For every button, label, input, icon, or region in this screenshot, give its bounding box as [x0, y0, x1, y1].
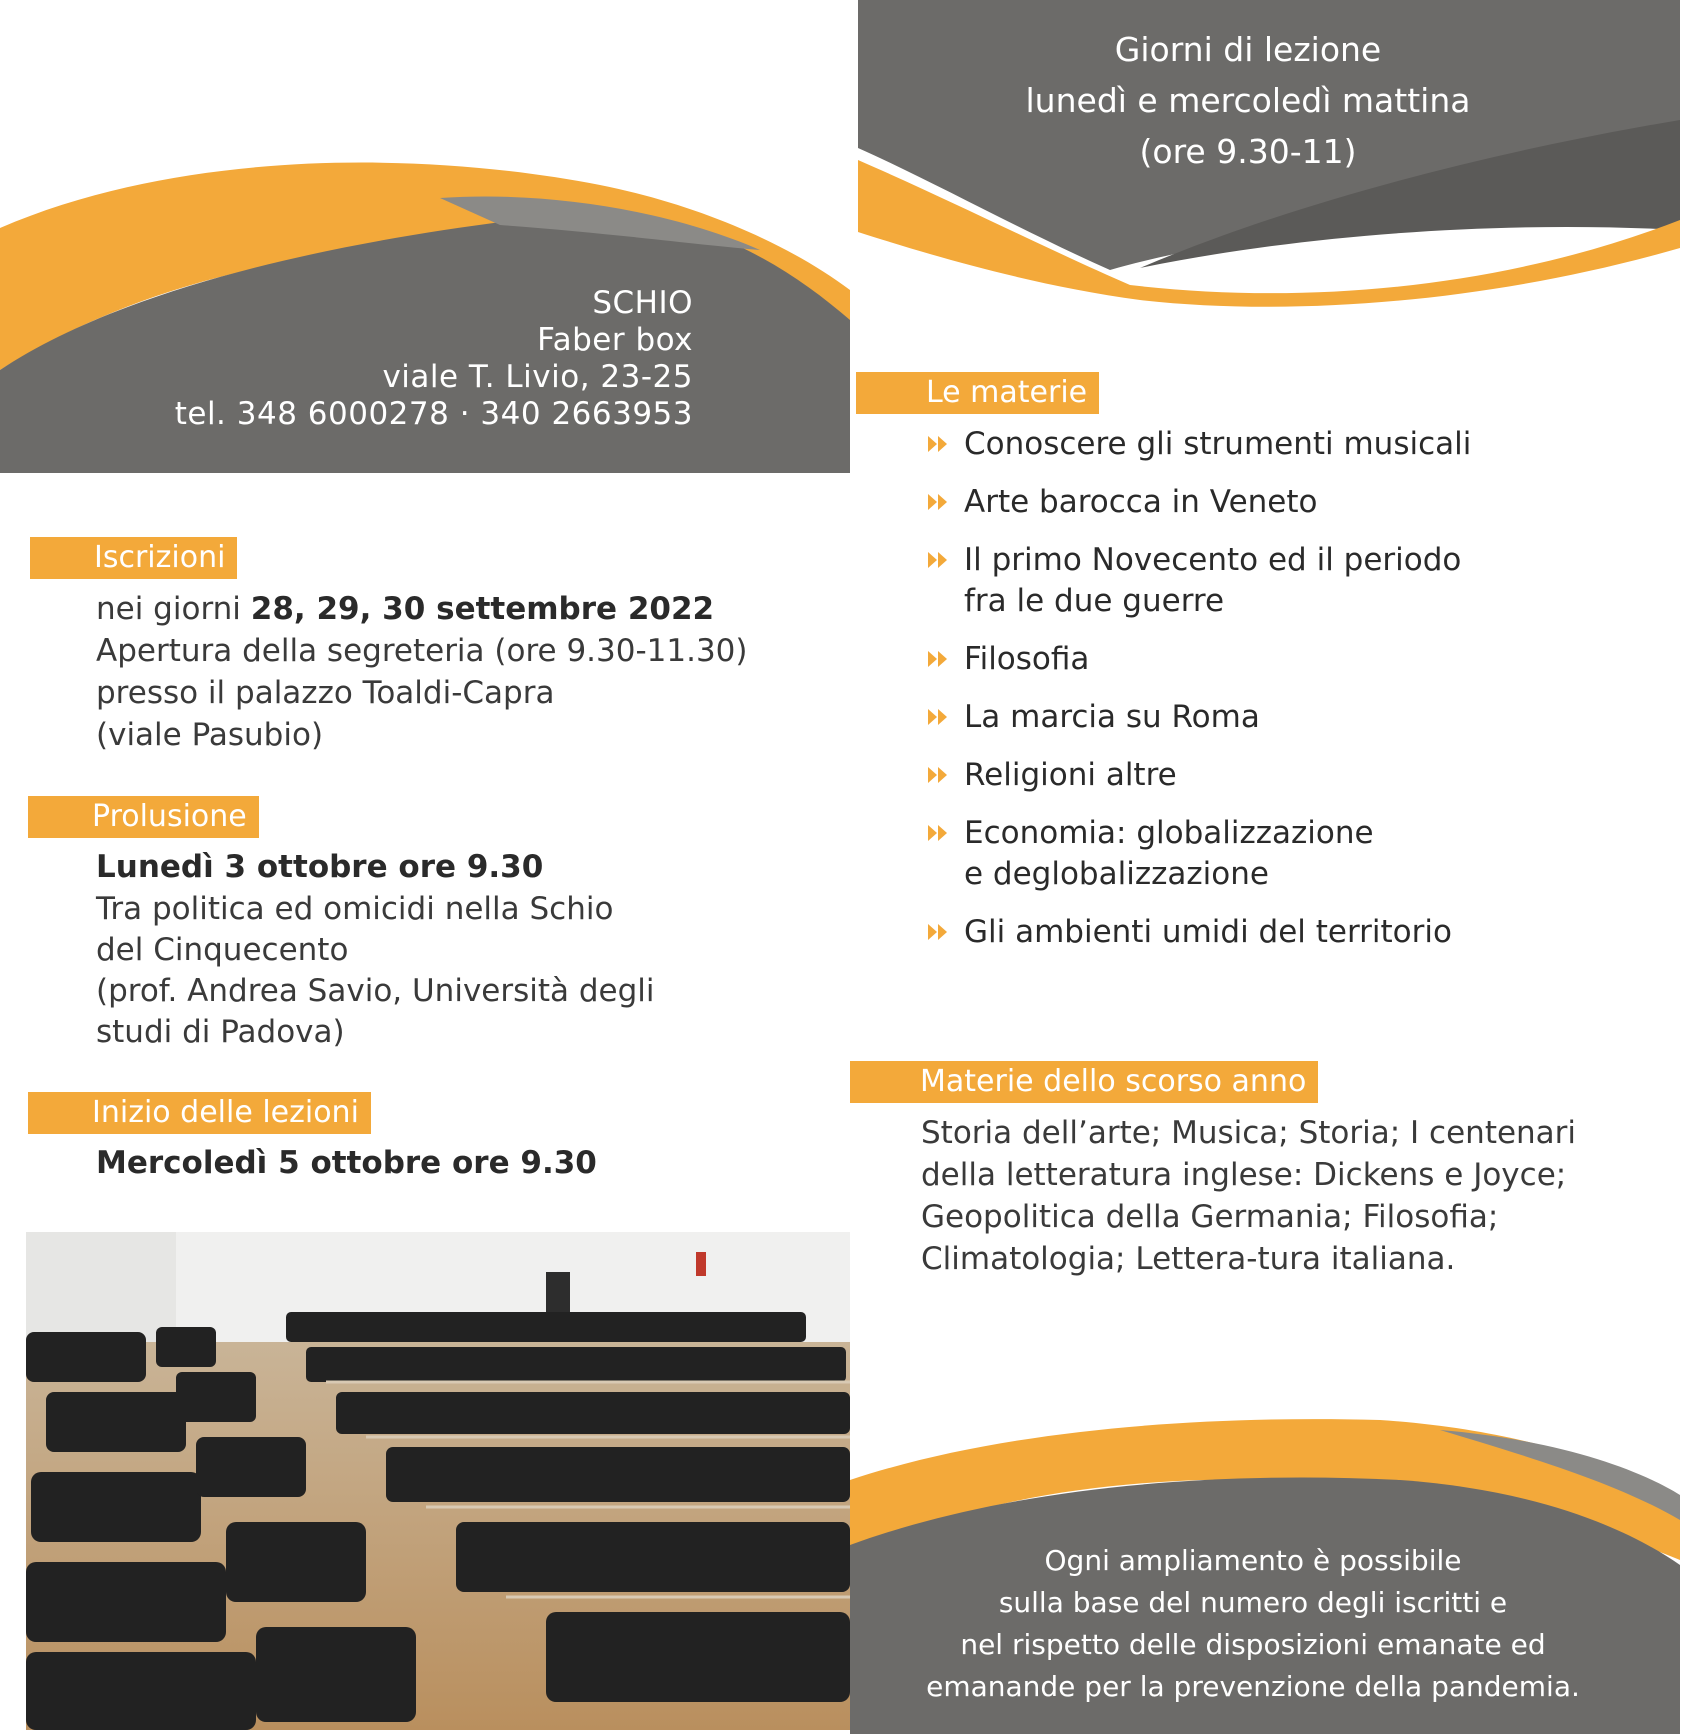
list-item: Il primo Novecento ed il periodo fra le due guerre	[926, 540, 1646, 622]
prolusione-line1: Tra politica ed omicidi nella Schio	[96, 891, 614, 927]
venue-place: Faber box	[537, 322, 693, 358]
prolusione-line4: studi di Padova)	[96, 1014, 345, 1050]
double-arrow-icon	[926, 647, 950, 671]
double-arrow-icon	[926, 432, 950, 456]
double-arrow-icon	[926, 763, 950, 787]
prolusione-heading: Prolusione	[28, 796, 259, 838]
lesson-days-title: Giorni di lezione	[1114, 30, 1382, 69]
list-item: La marcia su Roma	[926, 697, 1646, 738]
iscrizioni-dates-value: 28, 29, 30 settembre 2022	[250, 591, 715, 627]
double-arrow-icon	[926, 705, 950, 729]
iscrizioni-street: (viale Pasubio)	[96, 717, 324, 753]
list-item: Religioni altre	[926, 755, 1646, 796]
iscrizioni-location: presso il palazzo Toaldi-Capra	[96, 675, 555, 711]
lecture-hall-photo	[26, 1232, 850, 1730]
prolusione-line3: (prof. Andrea Savio, Università degli	[96, 973, 655, 1009]
iscrizioni-dates-prefix: nei giorni	[96, 591, 251, 627]
footer-note: Ogni ampliamento è possibile sulla base del numero degli iscritti e nel rispetto delle disposizioni emanate ed emanande per la prevenzione della pandemia.	[926, 1544, 1580, 1703]
scorso-anno-heading: Materie dello scorso anno	[850, 1061, 1318, 1103]
list-item: Gli ambienti umidi del territorio	[926, 912, 1646, 953]
iscrizioni-dates	[96, 588, 714, 630]
double-arrow-icon	[926, 920, 950, 944]
double-arrow-icon	[926, 548, 950, 572]
list-item: Filosofia	[926, 639, 1646, 680]
prolusione-date: Lunedì 3 ottobre ore 9.30	[96, 849, 544, 885]
inizio-heading: Inizio delle lezioni	[28, 1092, 371, 1134]
venue-city: SCHIO	[592, 285, 693, 321]
venue-address: viale T. Livio, 23-25	[382, 359, 693, 395]
lesson-days-when: lunedì e mercoledì mattina	[1025, 81, 1471, 120]
lesson-days	[858, 24, 1638, 177]
venue-info	[175, 285, 693, 433]
iscrizioni-heading: Iscrizioni	[30, 537, 237, 579]
lesson-days-hours: (ore 9.30-11)	[1139, 132, 1357, 171]
materie-heading: Le materie	[856, 372, 1099, 414]
iscrizioni-office: Apertura della segreteria (ore 9.30-11.30)	[96, 633, 748, 669]
double-arrow-icon	[926, 821, 950, 845]
materie-list	[926, 424, 1646, 970]
prolusione-line2: del Cinquecento	[96, 932, 349, 968]
venue-phone: tel. 348 6000278 · 340 2663953	[174, 396, 693, 432]
scorso-anno-text: Storia dell’arte; Musica; Storia; I centenari della letteratura inglese: Dickens e Joyce; Geopolitica della Germania; Filosofia; Climatologia; Lettera-tura italiana.	[921, 1115, 1577, 1277]
list-item: Economia: globalizzazione e deglobalizzazione	[926, 813, 1646, 895]
list-item: Conoscere gli strumenti musicali	[926, 424, 1646, 465]
list-item: Arte barocca in Veneto	[926, 482, 1646, 523]
inizio-date: Mercoledì 5 ottobre ore 9.30	[96, 1145, 597, 1181]
double-arrow-icon	[926, 490, 950, 514]
